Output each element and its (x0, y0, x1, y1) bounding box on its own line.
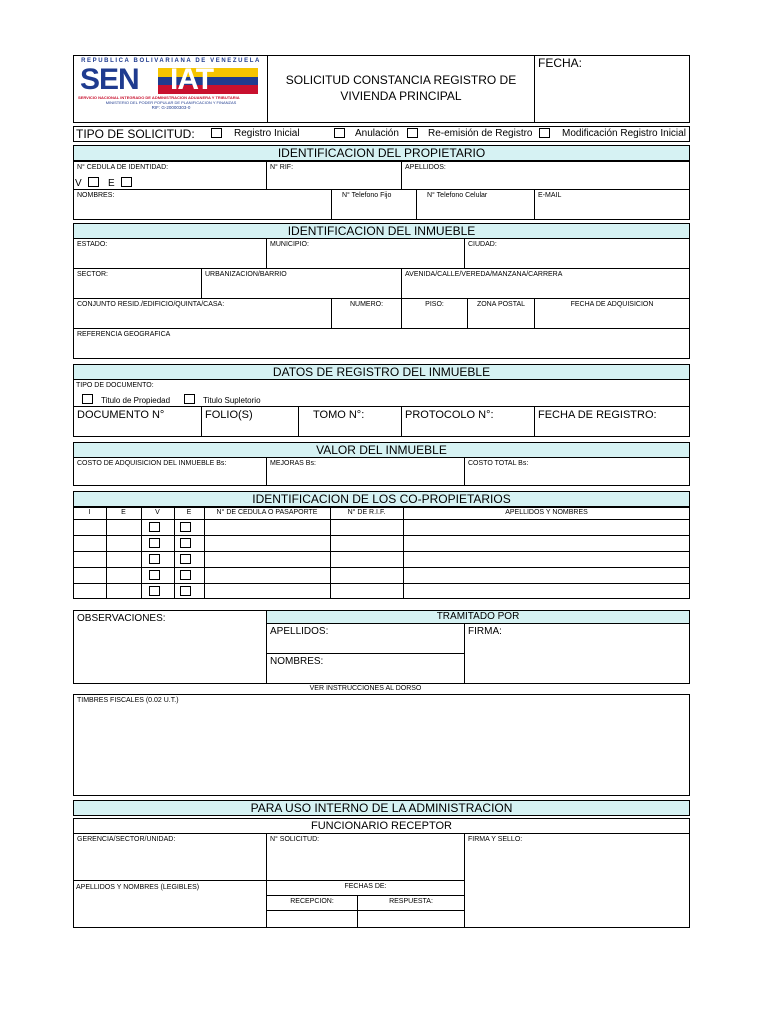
referencia-field[interactable] (73, 328, 690, 359)
apellidos-nombres-label: APELLIDOS Y NOMBRES (LEGIBLES) (76, 884, 200, 891)
rif-field[interactable] (266, 161, 402, 190)
copro-checkbox-e[interactable] (180, 570, 191, 580)
checkbox-titulo-propiedad[interactable] (82, 394, 93, 404)
checkbox-e[interactable] (121, 177, 132, 187)
checkbox-modificacion[interactable] (539, 128, 550, 138)
copro-header-6: APELLIDOS Y NOMBRES (505, 509, 588, 516)
copro-checkbox-v[interactable] (149, 570, 160, 580)
sector-label: SECTOR: (77, 271, 108, 278)
observaciones-field[interactable] (73, 610, 267, 684)
copro-header-5: N° DE R.I.F. (347, 509, 386, 516)
firma-sello-field[interactable] (464, 833, 690, 928)
rif-label: N° RIF: (270, 164, 294, 171)
costo-total-label: COSTO TOTAL Bs: (468, 460, 529, 467)
referencia-label: REFERENCIA GEOGRAFICA (77, 331, 171, 338)
municipio-field[interactable] (266, 238, 465, 269)
table-row[interactable] (204, 519, 690, 535)
copro-checkbox-v[interactable] (149, 522, 160, 532)
mejoras-label: MEJORAS Bs: (270, 460, 316, 467)
table-row[interactable] (204, 551, 690, 567)
recepcion-value[interactable] (266, 910, 358, 928)
cedula-label: N° CEDULA DE IDENTIDAD: (77, 164, 169, 171)
copro-header-2: V (155, 509, 160, 516)
copro-checkbox-v[interactable] (149, 538, 160, 548)
estado-field[interactable] (73, 238, 267, 269)
tramitado-apellidos-field[interactable] (266, 623, 465, 654)
copro-checkbox-v[interactable] (149, 554, 160, 564)
conjunto-field[interactable] (73, 298, 332, 329)
solicitud-field[interactable] (266, 833, 465, 881)
respuesta-value[interactable] (357, 910, 465, 928)
checkbox-reemision[interactable] (407, 128, 418, 138)
fechas-label: FECHAS DE: (344, 883, 387, 890)
copro-checkbox-e[interactable] (180, 586, 191, 596)
table-row[interactable] (204, 535, 690, 551)
costo-adquisicion-field[interactable] (73, 457, 267, 486)
documento-label: DOCUMENTO N° (77, 409, 165, 421)
logo (78, 58, 264, 120)
copro-checkbox-v[interactable] (149, 586, 160, 596)
section-copropietarios: IDENTIFICACION DE LOS CO-PROPIETARIOS (73, 491, 690, 507)
checkbox-registro-inicial[interactable] (211, 128, 222, 138)
copro-header-1: E (121, 509, 126, 516)
section-inmueble: IDENTIFICACION DEL INMUEBLE (73, 223, 690, 239)
copro-checkbox-e[interactable] (180, 554, 191, 564)
copropietarios-table (73, 507, 690, 606)
copro-col-divider (174, 507, 175, 599)
piso-field[interactable] (401, 298, 468, 329)
zona-postal-label: ZONA POSTAL (476, 301, 526, 308)
respuesta-label: RESPUESTA: (389, 898, 433, 905)
nombres-label: NOMBRES: (77, 192, 115, 199)
copro-checkbox-e[interactable] (180, 538, 191, 548)
folio-field[interactable] (201, 406, 299, 437)
cedula-field[interactable] (73, 161, 267, 190)
documento-field[interactable] (73, 406, 202, 437)
e-label: E (108, 178, 115, 189)
avenida-field[interactable] (401, 268, 690, 299)
conjunto-label: CONJUNTO RESID./EDIFICIO/QUINTA/CASA: (77, 301, 225, 308)
mejoras-field[interactable] (266, 457, 465, 486)
observaciones-label: OBSERVACIONES: (77, 613, 166, 624)
funcionario-header: FUNCIONARIO RECEPTOR (73, 818, 690, 834)
section-uso-interno: PARA USO INTERNO DE LA ADMINISTRACION (73, 800, 690, 816)
tomo-field[interactable] (298, 406, 402, 437)
tramitado-nombres-field[interactable] (266, 653, 465, 684)
form-title-line2: VIVIENDA PRINCIPAL (340, 89, 462, 103)
form-title (268, 72, 534, 104)
respuesta-field[interactable] (357, 895, 465, 911)
apellidos-label: APELLIDOS: (405, 164, 446, 171)
option-modificacion: Modificación Registro Inicial (562, 128, 686, 139)
timbres-fiscales-box (73, 694, 690, 796)
recepcion-label: RECEPCION: (290, 898, 334, 905)
option-reemision: Re-emisión de Registro (428, 128, 533, 139)
ciudad-label: CIUDAD: (468, 241, 497, 248)
numero-label: NUMERO: (349, 301, 384, 308)
copro-col-divider (106, 507, 107, 599)
tramitado-firma-field[interactable] (464, 623, 690, 684)
tramitado-apellidos-label: APELLIDOS: (270, 626, 329, 637)
instrucciones-note: VER INSTRUCCIONES AL DORSO (309, 685, 422, 692)
recepcion-field[interactable] (266, 895, 358, 911)
tipo-label: TIPO DE SOLICITUD: (76, 127, 195, 141)
logo-sen: SEN (80, 63, 139, 96)
logo-line2: MINISTERIO DEL PODER POPULAR DE PLANIFICACION Y FINANZAS (105, 100, 237, 105)
tipo-documento-label: TIPO DE DOCUMENTO: (76, 382, 154, 389)
estado-label: ESTADO: (77, 241, 108, 248)
email-field[interactable] (534, 189, 690, 220)
protocolo-label: PROTOCOLO N°: (405, 409, 494, 421)
tel-cel-field[interactable] (416, 189, 535, 220)
sector-field[interactable] (73, 268, 202, 299)
tramitado-header: TRAMITADO POR (266, 610, 690, 624)
logo-top-text: REPUBLICA BOLIVARIANA DE VENEZUELA (81, 58, 261, 64)
piso-label: PISO: (425, 301, 444, 308)
section-valor: VALOR DEL INMUEBLE (73, 442, 690, 458)
tramitado-firma-label: FIRMA: (468, 626, 502, 637)
ciudad-field[interactable] (464, 238, 690, 269)
fecha-adquisicion-label: FECHA DE ADQUISICION (570, 301, 654, 308)
municipio-label: MUNICIPIO: (270, 241, 309, 248)
tel-fijo-field[interactable] (331, 189, 417, 220)
v-label: V (75, 178, 82, 189)
fecha-adquisicion-field[interactable] (534, 298, 690, 329)
tramitado-nombres-label: NOMBRES: (270, 656, 324, 667)
timbres-label: TIMBRES FISCALES (0.02 U.T.) (77, 697, 179, 704)
nombres-field[interactable] (73, 189, 332, 220)
costo-adquisicion-label: COSTO DE ADQUISICION DEL INMUEBLE Bs: (77, 460, 227, 467)
checkbox-anulacion[interactable] (334, 128, 345, 138)
section-registro: DATOS DE REGISTRO DEL INMUEBLE (73, 364, 690, 380)
protocolo-field[interactable] (401, 406, 535, 437)
fecha-registro-label: FECHA DE REGISTRO: (538, 409, 657, 421)
urbanizacion-label: URBANIZACION/BARRIO (205, 271, 287, 278)
folio-label: FOLIO(S) (205, 409, 253, 421)
logo-rif: RIF: G-20000303-0 (151, 105, 191, 110)
logo-iat: IAT (170, 63, 214, 96)
checkbox-v[interactable] (88, 177, 99, 187)
titulo-supletorio-label: Titulo Supletorio (203, 396, 261, 405)
section-propietario: IDENTIFICACION DEL PROPIETARIO (73, 145, 690, 161)
titulo-propiedad-label: Titulo de Propiedad (101, 396, 171, 405)
solicitud-label: N° SOLICITUD: (270, 836, 320, 843)
avenida-label: AVENIDA/CALLE/VEREDA/MANZANA/CARRERA (405, 271, 563, 278)
copro-header-3: E (186, 509, 192, 516)
checkbox-titulo-supletorio[interactable] (184, 394, 195, 404)
zona-postal-field[interactable] (467, 298, 535, 329)
email-label: E-MAIL (538, 192, 562, 199)
header-divider-2 (534, 55, 535, 123)
form-title-line1: SOLICITUD CONSTANCIA REGISTRO DE (285, 73, 517, 87)
copro-col-divider (141, 507, 142, 599)
table-row[interactable] (204, 583, 690, 599)
copro-checkbox-e[interactable] (180, 522, 191, 532)
firma-sello-label: FIRMA Y SELLO: (468, 836, 523, 843)
costo-total-field[interactable] (464, 457, 690, 486)
tomo-label: TOMO N°: (313, 409, 365, 421)
tel-cel-label: N° Telefono Celular (427, 192, 488, 199)
gerencia-divider (73, 880, 267, 881)
logo-wordmark (78, 65, 264, 95)
fecha-label: FECHA: (538, 56, 583, 70)
table-row[interactable] (204, 567, 690, 583)
apellidos-field[interactable] (401, 161, 690, 190)
option-registro-inicial: Registro Inicial (234, 128, 300, 139)
option-anulacion: Anulación (355, 128, 399, 139)
numero-field[interactable] (331, 298, 402, 329)
logo-line1: SERVICIO NACIONAL INTEGRADO DE ADMINISTRACION ADUANERA Y TRIBUTARIA (78, 95, 240, 100)
gerencia-label: GERENCIA/SECTOR/UNIDAD: (77, 836, 176, 843)
copro-header-4: N° DE CEDULA O PASAPORTE (216, 509, 318, 516)
tel-fijo-label: N° Telefono Fijo (342, 192, 392, 199)
fechas-header (266, 880, 465, 896)
fecha-registro-field[interactable] (534, 406, 690, 437)
urbanizacion-field[interactable] (201, 268, 402, 299)
copro-header-0: I (88, 509, 91, 516)
